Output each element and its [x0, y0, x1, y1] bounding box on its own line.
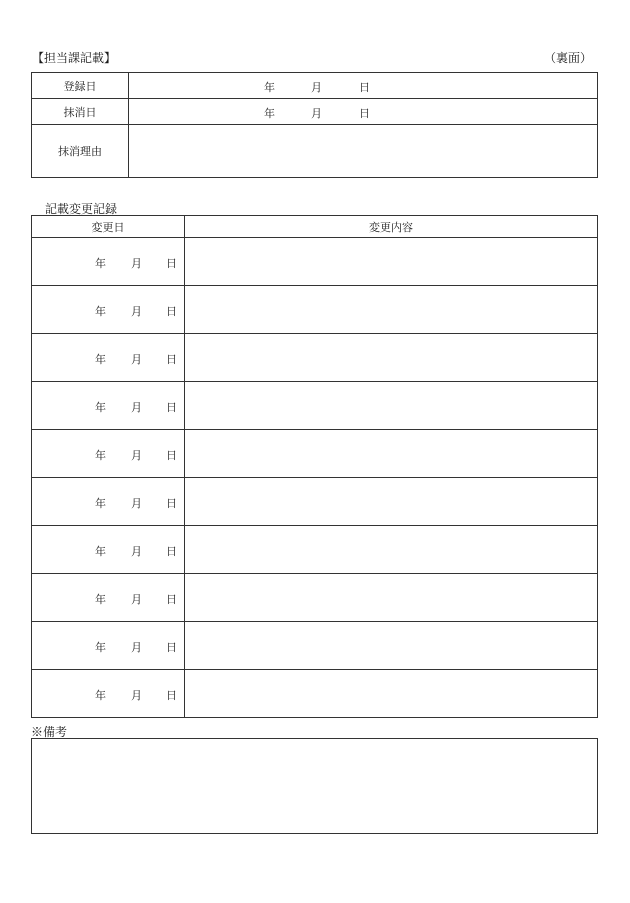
notes-label: ※備考: [31, 725, 68, 739]
year-label: 年: [95, 353, 106, 366]
change-content-cell[interactable]: [185, 334, 598, 382]
year-label: 年: [264, 107, 275, 120]
change-content-cell[interactable]: [185, 574, 598, 622]
year-label: 年: [95, 593, 106, 606]
deletion-date-field[interactable]: [129, 99, 598, 125]
year-label: 年: [95, 641, 106, 654]
month-label: 月: [131, 689, 142, 702]
deletion-reason-label: 抹消理由: [32, 125, 129, 178]
change-date-cell[interactable]: [32, 430, 185, 478]
change-date-cell[interactable]: [32, 334, 185, 382]
month-label: 月: [131, 401, 142, 414]
month-label: 月: [131, 497, 142, 510]
deletion-reason-row: [32, 125, 598, 178]
year-label: 年: [95, 689, 106, 702]
day-label: 日: [166, 401, 177, 414]
year-label: 年: [95, 401, 106, 414]
change-log-table: [31, 215, 598, 718]
deletion-date-row: [32, 99, 598, 125]
col-change-content: 変更内容: [185, 216, 598, 238]
day-label: 日: [359, 107, 370, 120]
registration-date-label: 登録日: [32, 73, 129, 99]
registration-date-field[interactable]: [129, 73, 598, 99]
change-content-cell[interactable]: [185, 286, 598, 334]
year-label: 年: [264, 81, 275, 94]
day-label: 日: [166, 641, 177, 654]
year-label: 年: [95, 305, 106, 318]
change-date-cell[interactable]: [32, 526, 185, 574]
change-date-cell[interactable]: [32, 574, 185, 622]
table-row: [32, 382, 598, 430]
month-label: 月: [131, 353, 142, 366]
year-label: 年: [95, 545, 106, 558]
table-row: [32, 622, 598, 670]
table-row: [32, 238, 598, 286]
day-label: 日: [166, 449, 177, 462]
change-content-cell[interactable]: [185, 526, 598, 574]
table-row: [32, 526, 598, 574]
change-content-cell[interactable]: [185, 238, 598, 286]
change-content-cell[interactable]: [185, 622, 598, 670]
month-label: 月: [131, 305, 142, 318]
day-label: 日: [166, 257, 177, 270]
month-label: 月: [131, 593, 142, 606]
day-label: 日: [166, 497, 177, 510]
day-label: 日: [166, 353, 177, 366]
page-side-label: （裏面）: [543, 51, 592, 65]
change-log-title: 記載変更記録: [45, 202, 118, 216]
change-content-cell[interactable]: [185, 670, 598, 718]
table-row: [32, 334, 598, 382]
day-label: 日: [166, 545, 177, 558]
day-label: 日: [359, 81, 370, 94]
notes-field[interactable]: [31, 738, 598, 834]
table-row: [32, 574, 598, 622]
change-date-cell[interactable]: [32, 478, 185, 526]
change-content-cell[interactable]: [185, 430, 598, 478]
change-log-header: [32, 216, 598, 238]
change-date-cell[interactable]: [32, 670, 185, 718]
month-label: 月: [131, 257, 142, 270]
month-label: 月: [311, 81, 322, 94]
registration-table: [31, 72, 598, 178]
month-label: 月: [131, 449, 142, 462]
day-label: 日: [166, 593, 177, 606]
change-date-cell[interactable]: [32, 382, 185, 430]
col-change-date: 変更日: [32, 216, 185, 238]
change-date-cell[interactable]: [32, 238, 185, 286]
section-heading: 【担当課記載】: [32, 51, 117, 65]
table-row: [32, 286, 598, 334]
day-label: 日: [166, 305, 177, 318]
year-label: 年: [95, 257, 106, 270]
registration-date-row: [32, 73, 598, 99]
change-date-cell[interactable]: [32, 286, 185, 334]
change-content-cell[interactable]: [185, 382, 598, 430]
month-label: 月: [131, 545, 142, 558]
table-row: [32, 478, 598, 526]
day-label: 日: [166, 689, 177, 702]
table-row: [32, 430, 598, 478]
month-label: 月: [311, 107, 322, 120]
deletion-reason-field[interactable]: [129, 125, 598, 178]
deletion-date-label: 抹消日: [32, 99, 129, 125]
year-label: 年: [95, 449, 106, 462]
change-date-cell[interactable]: [32, 622, 185, 670]
year-label: 年: [95, 497, 106, 510]
change-content-cell[interactable]: [185, 478, 598, 526]
month-label: 月: [131, 641, 142, 654]
table-row: [32, 670, 598, 718]
